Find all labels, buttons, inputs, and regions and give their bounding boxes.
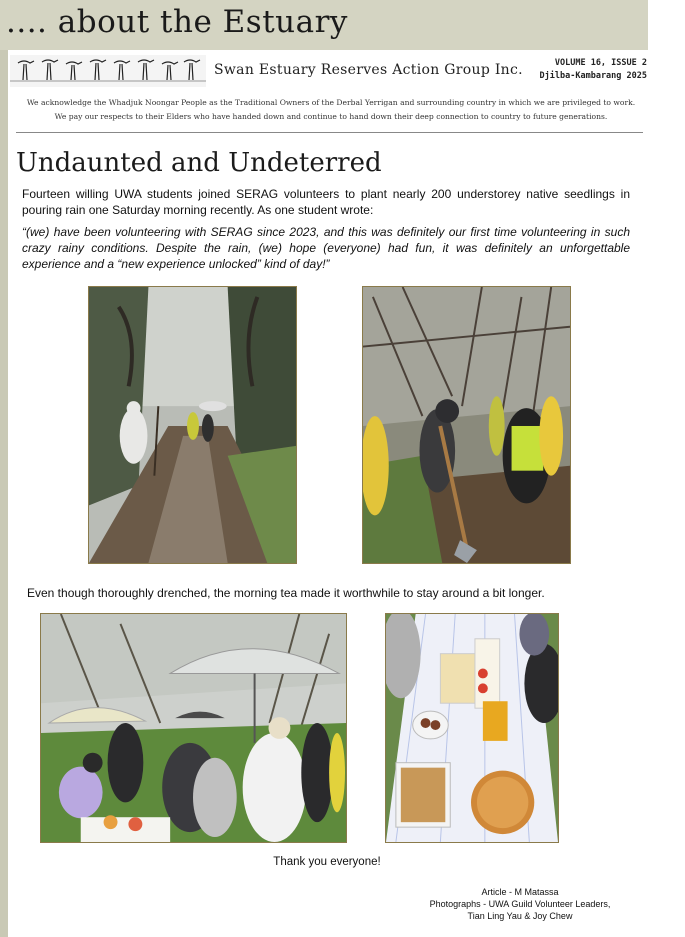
student-quote: “(we) have been volunteering with SERAG since 2023, and this was definitely our first time volunteering in such crazy rainy conditions. Despite the rain, (we) hope (everyone) had fun, it was definitely an unforgettable experience and a “new experience unlocked” kind of day!” [22, 225, 630, 271]
photo-group-umbrellas [40, 613, 347, 843]
credit-author: Article - M Matassa [481, 887, 559, 897]
title-band [0, 0, 648, 50]
divider [16, 132, 643, 133]
article-headline: Undaunted and Undeterred [16, 148, 382, 178]
photo-morning-tea-table [385, 613, 559, 843]
article-intro: Fourteen willing UWA students joined SERAG volunteers to plant nearly 200 understorey native seedlings in pouring rain one Saturday morning recently. As one student wrote: [22, 187, 630, 217]
left-margin-bar [0, 0, 8, 937]
season-year: Djilba-Kambarang 2025 [539, 71, 647, 81]
photo-planting-shovel [362, 286, 571, 564]
morning-tea-caption: Even though thoroughly drenched, the morning tea made it worthwhile to stay around a bit longer. [27, 586, 545, 600]
volume-issue: VOLUME 16, ISSUE 2 [554, 58, 647, 68]
credit-photographers: Photographs - UWA Guild Volunteer Leaders, [429, 899, 611, 909]
issue-info [540, 57, 647, 83]
newsletter-title: .... about the Estuary [6, 4, 348, 40]
thank-you-note: Thank you everyone! [273, 856, 381, 868]
acknowledgement-of-country: We acknowledge the Whadjuk Noongar People as the Traditional Owners of the Derbal Yerrigan and surrounding country in which we are privileged to work. We pay our respects to their Elders who have handed down and continue to hand down their deep connection to country to future generations. [26, 98, 636, 121]
article-credits [420, 886, 620, 922]
credit-photographer-names: Tian Ling Yau & Joy Chew [467, 911, 573, 921]
photo-rainy-track [88, 286, 297, 564]
wading-birds-logo-icon [10, 55, 206, 87]
organization-name: Swan Estuary Reserves Action Group Inc. [214, 62, 523, 78]
